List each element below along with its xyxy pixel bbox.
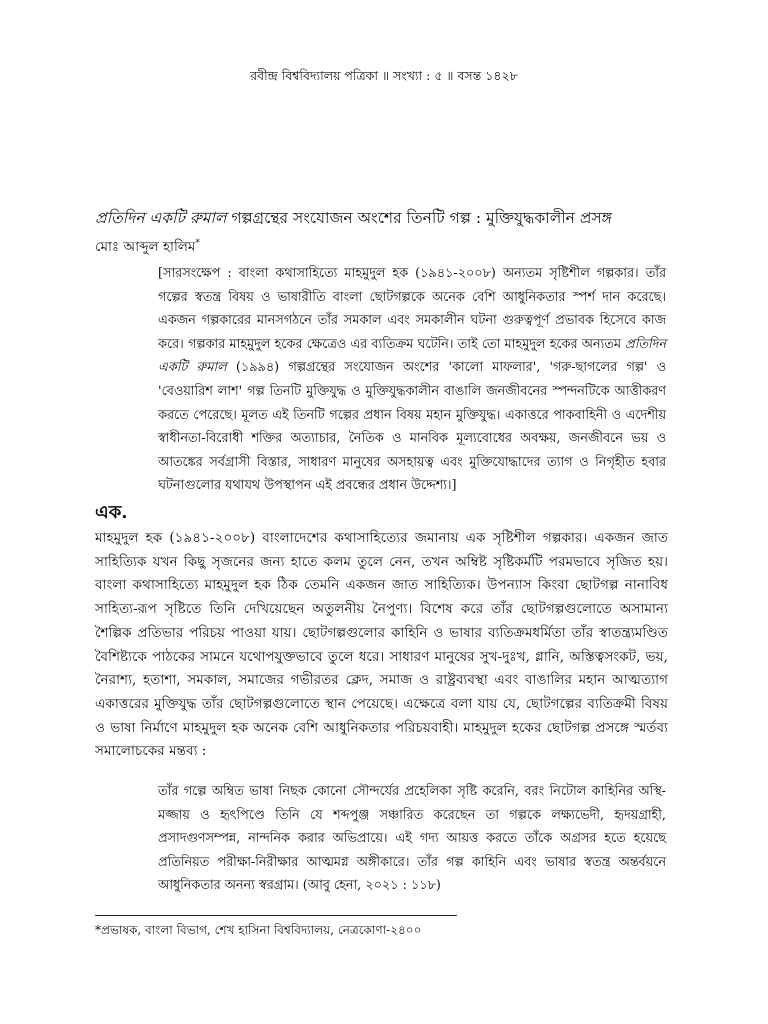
body-paragraph: মাহমুদুল হক (১৯৪১-২০০৮) বাংলাদেশের কথাসাহিত্যের জমানায় এক সৃষ্টিশীল গল্পকার। একজন জাত সাহিত্যিক যখন কিছু সৃজনের জন্য হাতে কলম তুলে নেন, তখন অম্বিষ্ট সৃষ্টিকর্মটি পরমভাবে সৃজিত হয়। বাংলা কথাসাহিত্যে মাহমুদুল হক ঠিক তেমনি একজন জাত সাহিত্যিক। উপন্যাস কিংবা ছোটগল্প নানাবিধ সাহিত্য-রূপ সৃষ্টিতে তিনি দেখিয়েছেন অতুলনীয় নৈপুণ্য। বিশেষ করে তাঁর ছোটগল্পগুলোতে অসামান্য শৈল্পিক প্রতিভার পরিচয় পাওয়া যায়। ছোটগল্পগুলোর কাহিনি ও ভাষার ব্যতিক্রমধর্মিতা তাঁর স্বাতন্ত্র্যমণ্ডিত বৈশিষ্ট্যকে পাঠকের সামনে যথোপযুক্তভাবে তুলে ধরে। সাধারণ মানুষের সুখ-দুঃখ, গ্লানি, অস্তিত্বসংকট, ভয়, নৈরাশ্য, হতাশা, সমকাল, সমাজের গভীরতর ক্লেদ, সমাজ ও রাষ্ট্রব্যবস্থা এবং বাঙালির মহান আত্মত্যাগ একাত্তরের মুক্তিযুদ্ধ তাঁর ছোটগল্পগুলোতে স্থান পেয়েছে। এক্ষেত্রে বলা যায় যে, ছোটগল্পের ব্যতিক্রমী বিষয় ও ভাষা নির্মাণে মাহমুদুল হক অনেক বেশি আধুনিকতার পরিচয়বাহী। মাহমুদুল হকের ছোটগল্প প্রসঙ্গে স্মর্তব্য সমালোচকের মন্তব্য : — [95, 530, 668, 760]
abstract — [158, 262, 666, 498]
article-title-book: প্রতিদিন একটি রুমাল — [95, 209, 227, 227]
author-footnote-mark: * — [195, 238, 200, 249]
section-heading: এক. — [95, 502, 128, 523]
article-title — [95, 206, 695, 230]
abstract-part-1: [সারসংক্ষেপ : বাংলা কথাসাহিত্যে মাহমুদুল হক (১৯৪১-২০০৮) অন্যতম সৃষ্টিশীল গল্পকার। তাঁর গল্পের স্বতন্ত্র বিষয় ও ভাষারীতি বাংলা ছোটগল্পকে অনেক বেশি আধুনিকতার স্পর্শ দান করেছে। একজন গল্পকারের মানসগঠনে তাঁর সমকাল এবং সমকালীন ঘটনা গুরুত্বপূর্ণ প্রভাবক হিসেবে কাজ করে। গল্পকার মাহমুদুল হকের ক্ষেত্রেও এর ব্যতিক্রম ঘটেনি। তাই তো মাহমুদুল হকের অন্যতম — [158, 266, 666, 352]
footnote-divider — [95, 915, 457, 916]
running-head: রবীন্দ্র বিশ্ববিদ্যালয় পত্রিকা ॥ সংখ্যা : ৫ ॥ বসন্ত ১৪২৮ — [250, 68, 518, 83]
block-quote: তাঁর গল্পে অম্বিত ভাষা নিছক কোনো সৌন্দর্যের প্রহেলিকা সৃষ্টি করেনি, বরং নিটোল কাহিনির অস্থি-মজ্জায় ও হৃৎপিণ্ডে তিনি যে শব্দপুঞ্জ সঞ্চারিত করেছেন তা গল্পকে লক্ষ্যভেদী, হৃদয়গ্রাহী, প্রসাদগুণসম্পন্ন, নান্দনিক করার অভিপ্রায়ে। এই গদ্য আয়ত্ত করতে তাঁকে অগ্রসর হতে হয়েছে প্রতিনিয়ত পরীক্ষা-নিরীক্ষার আত্মমগ্ন অঙ্গীকারে। তাঁর গল্প কাহিনি এবং ভাষার স্বতন্ত্র অন্তর্বয়নে আধুনিকতার অনন্য স্বরগ্রাম। (আবু হেনা, ২০২১ : ১১৮) — [158, 784, 666, 893]
footnote: *প্রভাষক, বাংলা বিভাগ, শেখ হাসিনা বিশ্ববিদ্যালয়, নেত্রকোণা-২৪০০ — [95, 923, 422, 937]
article-title-rest: গল্পগ্রন্থের সংযোজন অংশের তিনটি গল্প : মুক্তিযুদ্ধকালীন প্রসঙ্গ — [226, 209, 612, 227]
abstract-book-title: প্রতিদিন একটি রুমাল — [158, 336, 666, 376]
author-name — [95, 236, 200, 259]
author-name-text: মোঃ আব্দুল হালিম — [95, 239, 196, 255]
abstract-part-2: (১৯৯৪) গল্পগ্রন্থের সংযোজন অংশের 'কালো মাফলার', 'গরু-ছাগলের গল্প' ও 'বেওয়ারিশ লাশ' গল্প তিনটি মুক্তিযুদ্ধ ও মুক্তিযুদ্ধকালীন বাঙালি জনজীবনের স্পন্দনটিকে আত্তীকরণ করতে পেরেছে। মূলত এই তিনটি গল্পের প্রধান বিষয় মহান মুক্তিযুদ্ধ। একাত্তরে পাকবাহিনী ও এদেশীয় স্বাধীনতা-বিরোধী শক্তির অত্যাচার, নৈতিক ও মানবিক মূল্যবোধের অবক্ষয়, জনজীবনে ভয় ও আতঙ্কের সর্বগ্রাসী বিস্তার, সাধারণ মানুষের অসহায়ত্ব এবং মুক্তিযোদ্ধাদের ত্যাগ ও নিগৃহীত হবার ঘটনাগুলোর যথাযথ উপস্থাপন এই প্রবন্ধের প্রধান উদ্দেশ্য।] — [158, 360, 666, 494]
